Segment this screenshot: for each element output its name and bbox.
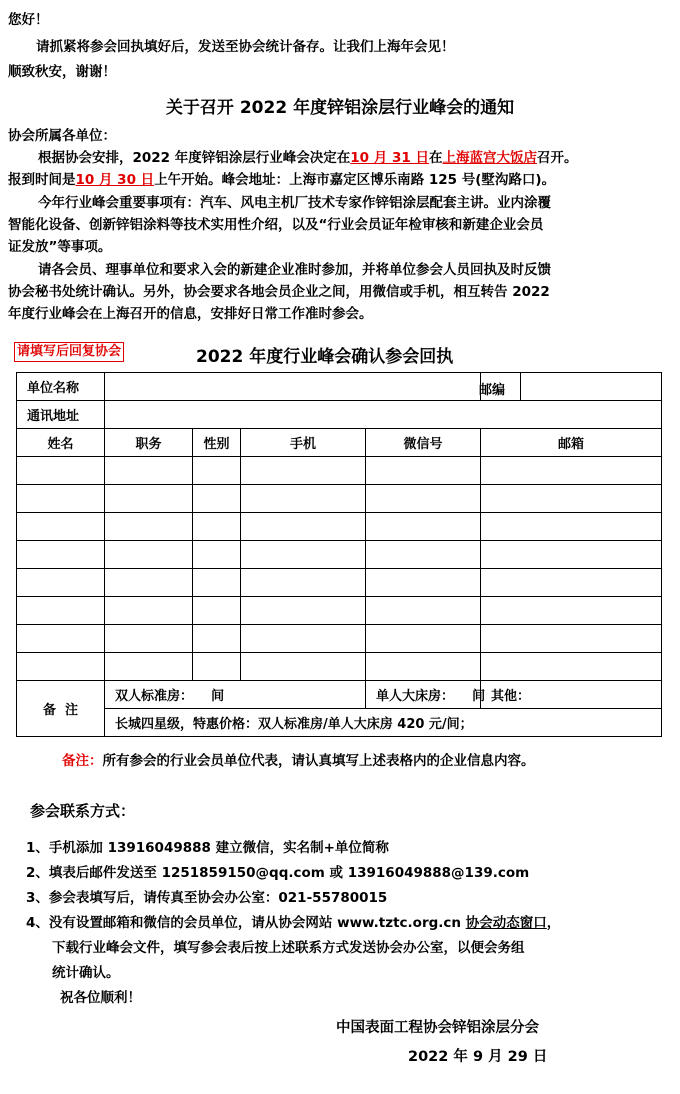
meeting-venue: 上海蓝宫大饭店: [442, 150, 537, 166]
checkin-date: 10 月 30 日: [75, 172, 155, 188]
p1-text-c: 召开。: [536, 150, 578, 166]
attendee-row: [17, 569, 662, 597]
notice-addressee: 协会所属各单位：: [8, 128, 116, 144]
cell[interactable]: [193, 653, 241, 681]
cell[interactable]: [193, 541, 241, 569]
cell[interactable]: [241, 485, 366, 513]
cell[interactable]: [105, 513, 193, 541]
twin-room-field[interactable]: 双人标准房： 间: [105, 681, 366, 709]
column-header-row: [17, 429, 662, 457]
attendee-row: [17, 485, 662, 513]
form-title: 2022 年度行业峰会确认参会回执: [196, 347, 454, 367]
contact-heading: 参会联系方式：: [30, 802, 136, 820]
cell[interactable]: [241, 457, 366, 485]
notice-p2-line1: 今年行业峰会重要事项有：汽车、风电主机厂技术专家作锌铝涂层配套主讲。业内涂覆: [38, 195, 551, 211]
notice-p2-line2: 智能化设备、创新锌铝涂料等技术实用性介绍，以及“行业会员证年检审核和新建企业会员: [8, 217, 544, 233]
cell[interactable]: [193, 513, 241, 541]
contact-item-4-line2: 下载行业峰会文件，填写参会表后按上述联系方式发送协会办公室，以便会务组: [52, 940, 525, 956]
cell[interactable]: [105, 541, 193, 569]
cell[interactable]: [481, 569, 662, 597]
attendee-row: [17, 597, 662, 625]
association-news-link[interactable]: 协会动态窗口: [465, 915, 547, 931]
col-wechat: 微信号: [366, 429, 481, 457]
footnote-text: 所有参会的行业会员单位代表，请认真填写上述表格内的企业信息内容。: [102, 753, 535, 769]
cell[interactable]: [481, 541, 662, 569]
attendee-row: [17, 513, 662, 541]
cell[interactable]: [17, 513, 105, 541]
unit-name-label: 单位名称: [17, 373, 105, 401]
cell[interactable]: [17, 597, 105, 625]
postcode-label: 邮编: [479, 383, 506, 398]
remark-label: 备 注: [17, 681, 105, 737]
col-name: 姓名: [17, 429, 105, 457]
cell[interactable]: [17, 457, 105, 485]
cell[interactable]: [193, 625, 241, 653]
notice-p3-line3: 年度行业峰会在上海召开的信息，安排好日常工作准时参会。: [8, 306, 373, 322]
cell[interactable]: [105, 569, 193, 597]
notice-p2-line3: 证发放”等事项。: [8, 239, 112, 255]
notice-title: 关于召开 2022 年度锌铝涂层行业峰会的通知: [165, 98, 515, 118]
cell[interactable]: [105, 457, 193, 485]
p1-line2-b: 上午开始。峰会地址：上海市嘉定区博乐南路 125 号(墅沟路口)。: [154, 172, 556, 188]
cell[interactable]: [481, 457, 662, 485]
cell[interactable]: [366, 457, 481, 485]
attendee-row: [17, 653, 662, 681]
col-email: 邮箱: [481, 429, 662, 457]
cell[interactable]: [17, 541, 105, 569]
attendee-row: [17, 457, 662, 485]
cell[interactable]: [105, 485, 193, 513]
notice-p3-line2: 协会秘书处统计确认。另外，协会要求各地会员企业之间，用微信或手机，相互转告 2022: [8, 284, 550, 300]
cell[interactable]: [17, 625, 105, 653]
signature-org: 中国表面工程协会锌铝涂层分会: [336, 1020, 539, 1036]
greeting-hello: 您好！: [8, 12, 49, 28]
attendee-row: [17, 541, 662, 569]
address-label: 通讯地址: [17, 401, 105, 429]
notice-p1-line1: [38, 148, 577, 169]
king-room-field[interactable]: 单人大床房： 间: [366, 681, 481, 709]
cell[interactable]: [366, 569, 481, 597]
contact-item-4-line3: 统计确认。: [52, 965, 120, 981]
cell[interactable]: [481, 485, 662, 513]
cell[interactable]: [366, 485, 481, 513]
greeting-regards: 顺致秋安，谢谢！: [8, 64, 116, 80]
address-field[interactable]: [105, 401, 662, 429]
contact-item-3: 3、参会表填写后，请传真至协会办公室：021-55780015: [26, 890, 388, 906]
col-position: 职务: [105, 429, 193, 457]
contact-wish: 祝各位顺利！: [60, 990, 141, 1006]
cell[interactable]: [17, 485, 105, 513]
cell[interactable]: [105, 653, 193, 681]
cell[interactable]: [241, 541, 366, 569]
contact-item-4-punct: ，: [546, 915, 561, 931]
hotel-price-note: 长城四星级，特惠价格：双人标准房/单人大床房 420 元/间；: [105, 709, 662, 737]
greeting-request: 请抓紧将参会回执填好后，发送至协会统计备存。让我们上海年会见！: [36, 39, 455, 55]
cell[interactable]: [366, 625, 481, 653]
col-gender: 性别: [193, 429, 241, 457]
postcode-field[interactable]: [481, 373, 662, 401]
cell[interactable]: [17, 569, 105, 597]
p1-text-a: 根据协会安排，2022 年度锌铝涂层行业峰会决定在: [38, 150, 351, 166]
cell[interactable]: [366, 653, 481, 681]
cell[interactable]: [241, 597, 366, 625]
notice-p1-line2: [8, 170, 555, 191]
cell[interactable]: [241, 569, 366, 597]
form-footnote: [62, 751, 535, 772]
cell[interactable]: [241, 513, 366, 541]
notice-p3-line1: 请各会员、理事单位和要求入会的新建企业准时参加，并将单位参会人员回执及时反馈: [38, 262, 551, 278]
reply-label: 请填写后回复协会: [14, 342, 124, 362]
cell[interactable]: [17, 653, 105, 681]
p1-text-b: 在: [428, 150, 443, 166]
cell[interactable]: [481, 653, 662, 681]
meeting-date: 10 月 31 日: [350, 150, 429, 166]
cell[interactable]: [481, 597, 662, 625]
other-field[interactable]: 其他：: [481, 681, 662, 709]
footnote-label: 备注：: [62, 753, 103, 769]
cell[interactable]: [105, 625, 193, 653]
cell[interactable]: [481, 625, 662, 653]
contact-item-2: 2、填表后邮件发送至 1251859150@qq.com 或 13916049888@139.com: [26, 865, 530, 881]
cell[interactable]: [193, 597, 241, 625]
cell[interactable]: [193, 485, 241, 513]
signature-date: 2022 年 9 月 29 日: [408, 1049, 548, 1065]
contact-item-1: 1、手机添加 13916049888 建立微信，实名制+单位简称: [26, 840, 389, 856]
cell[interactable]: [193, 569, 241, 597]
attendee-row: [17, 625, 662, 653]
cell[interactable]: [105, 597, 193, 625]
p1-line2-a: 报到时间是: [8, 172, 76, 188]
contact-item-4-text: 4、没有设置邮箱和微信的会员单位，请从协会网站 www.tztc.org.cn: [26, 915, 466, 931]
cell[interactable]: [241, 625, 366, 653]
unit-name-field[interactable]: [105, 373, 506, 401]
cell[interactable]: [366, 541, 481, 569]
cell[interactable]: [481, 513, 662, 541]
cell[interactable]: [193, 457, 241, 485]
cell[interactable]: [366, 597, 481, 625]
contact-item-4: [26, 911, 560, 931]
col-mobile: 手机: [241, 429, 366, 457]
cell[interactable]: [241, 653, 366, 681]
registration-form: [16, 372, 662, 737]
postcode-divider: [520, 373, 521, 400]
cell[interactable]: [366, 513, 481, 541]
